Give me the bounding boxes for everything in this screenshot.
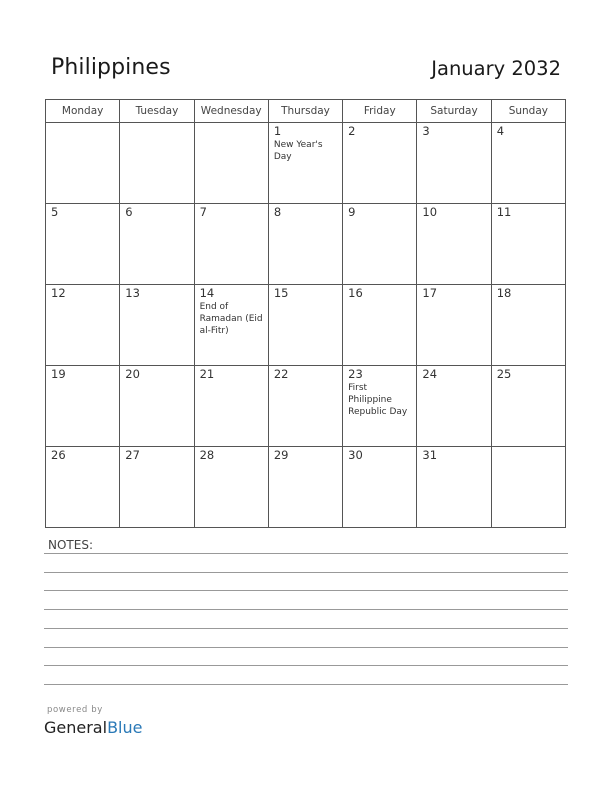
day-number: 26 xyxy=(51,448,66,462)
day-number: 29 xyxy=(273,448,289,462)
weekday-header-row xyxy=(46,100,566,123)
day-cell xyxy=(343,123,417,204)
day-number: 25 xyxy=(496,367,512,381)
note-line xyxy=(44,572,568,573)
day-cell xyxy=(46,366,120,447)
day-cell xyxy=(417,204,491,285)
holiday-label: End of Ramadan (Eid al-Fitr) xyxy=(199,302,263,336)
day-cell xyxy=(120,285,194,366)
weekday-sunday: Sunday xyxy=(491,100,565,123)
day-number: 8 xyxy=(273,205,282,219)
day-cell xyxy=(194,366,268,447)
day-number: 12 xyxy=(51,286,66,300)
day-number: 7 xyxy=(199,205,207,219)
day-cell xyxy=(491,123,565,204)
week-row xyxy=(46,123,566,204)
day-cell xyxy=(491,204,565,285)
day-number: 22 xyxy=(273,367,289,381)
day-number: 9 xyxy=(348,205,356,219)
note-line xyxy=(44,647,568,648)
day-cell xyxy=(417,447,491,528)
day-cell xyxy=(343,366,417,447)
weekday-tuesday: Tuesday xyxy=(120,100,194,123)
brand-general: General xyxy=(44,718,108,737)
day-cell xyxy=(268,285,342,366)
day-cell xyxy=(417,285,491,366)
day-cell xyxy=(417,123,491,204)
day-cell xyxy=(46,285,120,366)
day-cell xyxy=(194,204,268,285)
day-number: 20 xyxy=(125,367,140,381)
note-line xyxy=(44,590,568,591)
day-number: 24 xyxy=(422,367,438,381)
country-title: Philippines xyxy=(51,55,171,80)
day-cell xyxy=(46,204,120,285)
week-row xyxy=(46,366,566,447)
note-line xyxy=(44,665,568,666)
day-cell xyxy=(417,366,491,447)
day-cell xyxy=(120,366,194,447)
day-cell xyxy=(46,123,120,204)
day-number: 27 xyxy=(125,448,140,462)
day-number: 16 xyxy=(348,286,363,300)
day-cell xyxy=(268,447,342,528)
note-line xyxy=(44,684,568,685)
day-cell xyxy=(268,123,342,204)
day-number: 3 xyxy=(422,124,430,138)
day-cell xyxy=(46,447,120,528)
day-cell xyxy=(343,285,417,366)
day-cell xyxy=(491,447,565,528)
day-cell xyxy=(120,447,194,528)
weekday-thursday: Thursday xyxy=(268,100,342,123)
day-cell xyxy=(491,285,565,366)
day-cell xyxy=(268,204,342,285)
day-cell xyxy=(343,204,417,285)
holiday-label: First Philippine Republic Day xyxy=(348,383,408,417)
day-number: 13 xyxy=(125,286,140,300)
powered-by-label: powered by xyxy=(47,705,103,715)
day-number: 5 xyxy=(51,205,59,219)
generalblue-logo xyxy=(44,718,142,737)
day-number: 15 xyxy=(273,286,289,300)
day-cell xyxy=(194,123,268,204)
day-number: 1 xyxy=(273,124,282,138)
day-number: 30 xyxy=(348,448,363,462)
day-number: 28 xyxy=(199,448,215,462)
day-number: 11 xyxy=(496,205,512,219)
day-number: 31 xyxy=(422,448,438,462)
day-cell xyxy=(268,366,342,447)
day-number: 18 xyxy=(496,286,512,300)
weekday-friday: Friday xyxy=(343,100,417,123)
note-line xyxy=(44,628,568,629)
day-cell xyxy=(343,447,417,528)
day-number: 14 xyxy=(199,286,215,300)
week-row xyxy=(46,447,566,528)
day-number: 17 xyxy=(422,286,438,300)
day-number: 4 xyxy=(496,124,505,138)
day-number: 10 xyxy=(422,205,438,219)
day-cell xyxy=(194,285,268,366)
day-cell xyxy=(120,204,194,285)
brand-blue: Blue xyxy=(107,718,143,737)
day-number: 6 xyxy=(125,205,133,219)
week-row xyxy=(46,285,566,366)
day-number: 2 xyxy=(348,124,356,138)
day-number: 23 xyxy=(348,367,363,381)
day-cell xyxy=(491,366,565,447)
calendar-grid xyxy=(45,99,566,528)
day-cell xyxy=(194,447,268,528)
weekday-wednesday: Wednesday xyxy=(194,100,268,123)
day-number: 21 xyxy=(199,367,215,381)
note-line xyxy=(44,553,568,554)
notes-label: NOTES: xyxy=(48,538,93,552)
month-year-title: January 2032 xyxy=(431,57,561,80)
day-cell xyxy=(120,123,194,204)
day-number: 19 xyxy=(51,367,66,381)
week-row xyxy=(46,204,566,285)
weekday-saturday: Saturday xyxy=(417,100,491,123)
note-line xyxy=(44,609,568,610)
holiday-label: New Year's Day xyxy=(273,140,323,162)
weekday-monday: Monday xyxy=(46,100,120,123)
